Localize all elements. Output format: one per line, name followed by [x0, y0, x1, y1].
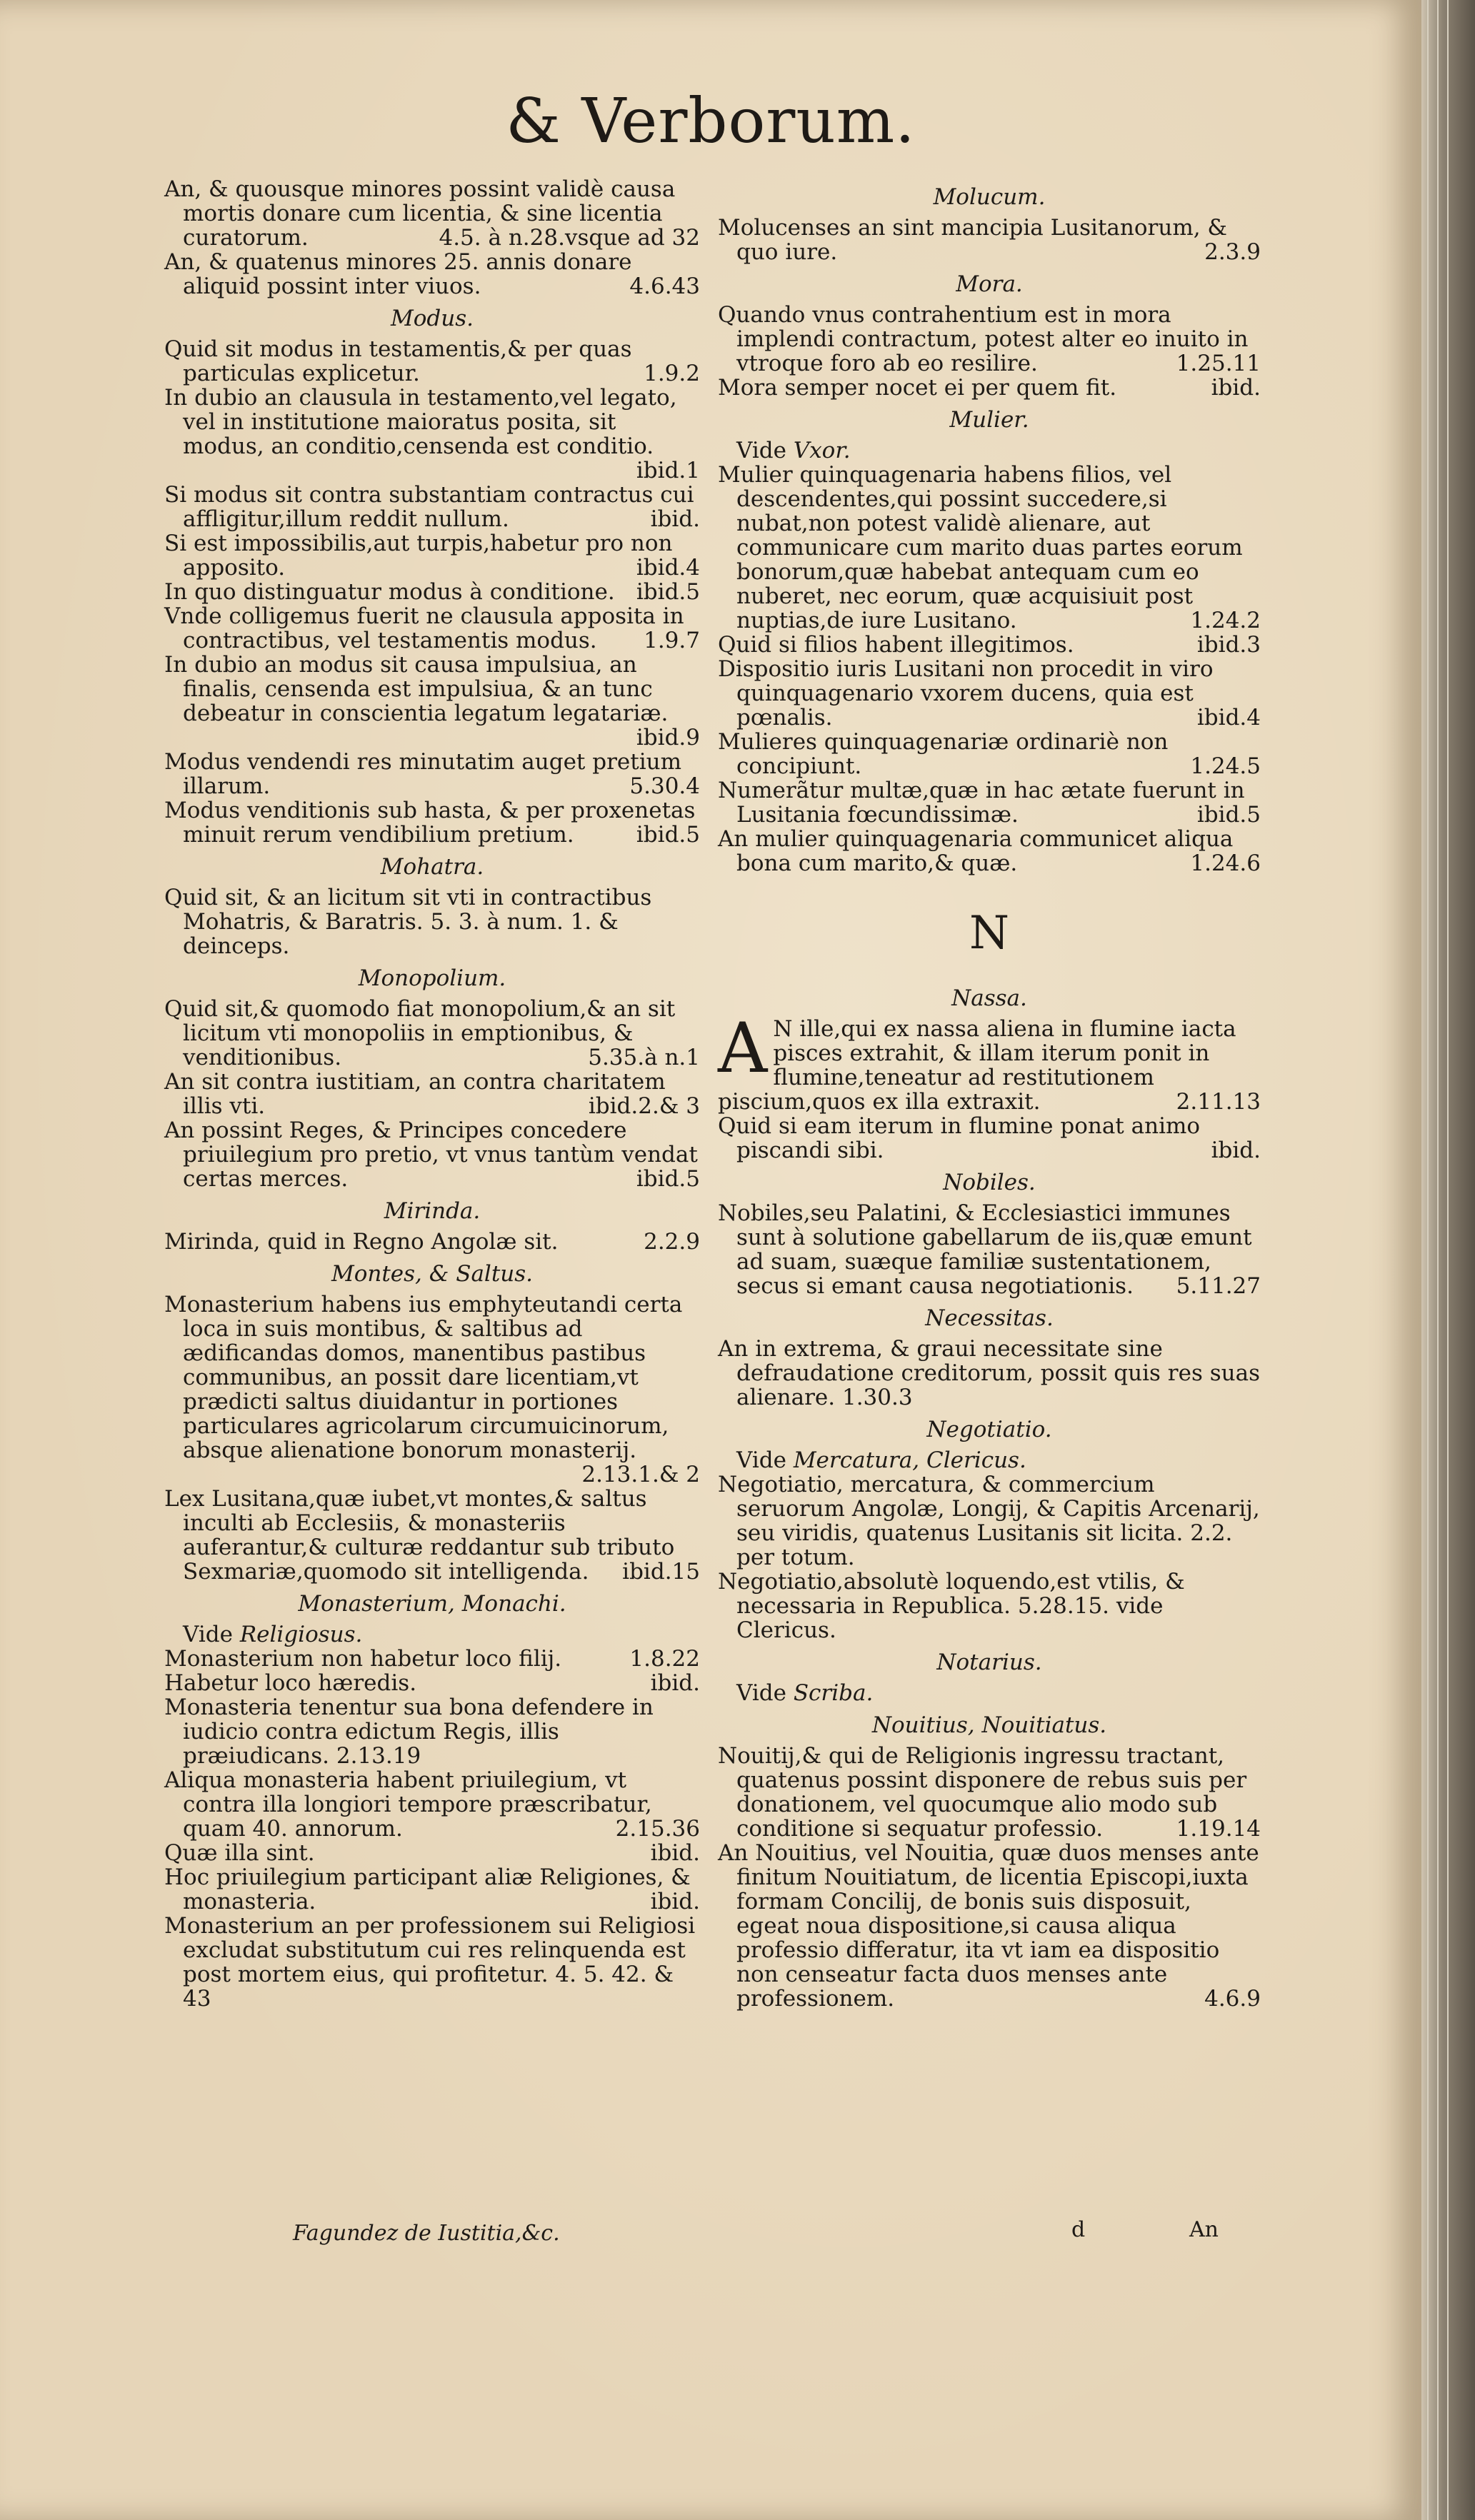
- cross-reference: [164, 1622, 700, 1647]
- entry-text: Hoc priuilegium participant aliæ Religiones, & monasteria.: [164, 1864, 691, 1914]
- entry-reference: 1.8.22: [629, 1646, 700, 1672]
- index-entry: [164, 997, 700, 1070]
- index-entry: [718, 1472, 1261, 1570]
- entry-text: An, & quousque minores possint validè causa mortis donare cum licentia, & sine licentia curatorum.: [164, 176, 676, 251]
- entry-reference: 5.30.4: [629, 773, 700, 799]
- section-heading: Nassa.: [951, 985, 1027, 1011]
- index-entry: [718, 376, 1261, 400]
- section-heading: Necessitas.: [925, 1305, 1054, 1331]
- entry-reference: 1.24.5: [1190, 753, 1261, 779]
- entry-reference: 4.6.43: [629, 273, 700, 299]
- index-entry: [718, 730, 1261, 778]
- entry-reference: 2.13.1.& 2: [581, 1462, 700, 1487]
- cross-reference-label: Vide: [736, 438, 794, 463]
- section-heading: Nobiles.: [943, 1170, 1036, 1195]
- cross-reference: [718, 1448, 1261, 1472]
- entry-text: Si modus sit contra substantiam contractus cui affligitur,illum reddit nullum.: [164, 482, 694, 532]
- entry-reference: 1.24.2: [1190, 608, 1261, 633]
- cross-reference: [718, 1681, 1261, 1705]
- signature-mark: d: [1071, 2217, 1086, 2242]
- entry-text: Monasteria tenentur sua bona defendere in iudicio contra edictum Regis, illis præiudicans. 2.13.19: [164, 1695, 654, 1769]
- cross-reference-label: Vide: [736, 1447, 794, 1473]
- index-entry: [718, 778, 1261, 827]
- index-entry: [164, 1647, 700, 1671]
- entry-reference: ibid.5: [636, 1166, 700, 1192]
- index-entry: [164, 483, 700, 531]
- entry-reference: 4.6.9: [1204, 1986, 1261, 2012]
- entry-reference: ibid.15: [622, 1559, 700, 1585]
- entry-text: An in extrema, & graui necessitate sine defraudatione creditorum, possit quis res suas alienare. 1.30.3: [718, 1336, 1260, 1410]
- index-entry: [164, 798, 700, 847]
- entry-text: An mulier quinquagenaria communicet aliqua bona cum marito,& quæ.: [718, 826, 1234, 876]
- cross-reference-target: Mercatura, Clericus.: [793, 1447, 1026, 1473]
- entry-reference: ibid.1: [636, 458, 700, 483]
- index-entry: [718, 1744, 1261, 1841]
- entry-reference: 2.2.9: [644, 1229, 700, 1255]
- entry-reference: ibid.3: [1196, 632, 1261, 658]
- entry-reference: ibid.: [650, 1889, 700, 1914]
- entry-text: Molucenses an sint mancipia Lusitanorum, & quo iure.: [718, 215, 1228, 265]
- index-entry: [164, 1118, 700, 1191]
- index-entry: [164, 1768, 700, 1841]
- index-entry: [164, 1695, 700, 1768]
- section-heading: Mohatra.: [380, 854, 484, 880]
- section-heading: Nouitius, Nouitiatus.: [871, 1712, 1107, 1738]
- entry-text: In dubio an clausula in testamento,vel legato, vel in institutione maioratus posita, sit modus, an conditio,censenda est conditio.: [164, 385, 677, 459]
- section-heading: Mulier.: [949, 407, 1029, 433]
- book-edge: [1421, 0, 1475, 2520]
- index-entry: [164, 580, 700, 604]
- entry-text: Quid si filios habent illegitimos.: [718, 632, 1074, 658]
- index-entry: [164, 337, 700, 386]
- entry-reference: 5.35.à n.1: [588, 1045, 700, 1070]
- index-entry: [164, 1914, 700, 2011]
- entry-reference: ibid.2.& 3: [588, 1093, 700, 1119]
- section-heading: Mora.: [956, 271, 1023, 297]
- entry-text: In dubio an modus sit causa impulsiua, an finalis, censenda est impulsiua, & an tunc debeatur in conscientia legatum legatariæ.: [164, 652, 669, 726]
- entry-text: Vnde colligemus fuerit ne clausula apposita in contractibus, vel testamentis modus.: [164, 603, 684, 653]
- entry-reference: 1.25.11: [1176, 351, 1261, 376]
- page-header: & Verborum.: [506, 86, 916, 157]
- index-entry: [164, 604, 700, 653]
- cross-reference-target: Scriba.: [793, 1680, 874, 1706]
- index-entry: [164, 1841, 700, 1865]
- cross-reference-label: Vide: [736, 1680, 794, 1706]
- entry-text: Mirinda, quid in Regno Angolæ sit.: [164, 1229, 559, 1255]
- index-entry: [164, 1292, 700, 1487]
- cross-reference-label: Vide: [183, 1622, 240, 1647]
- section-heading: Modus.: [391, 306, 474, 331]
- entry-reference: ibid.: [650, 506, 700, 532]
- entry-reference: 1.24.6: [1190, 850, 1261, 876]
- cross-reference-target: Religiosus.: [239, 1622, 363, 1647]
- entry-text: Si est impossibilis,aut turpis,habetur pro non apposito.: [164, 531, 673, 581]
- entry-text: Quid sit, & an licitum sit vti in contractibus Mohatris, & Baratris. 5. 3. à num. 1. & deinceps.: [164, 885, 652, 959]
- entry-reference: ibid.: [650, 1840, 700, 1866]
- entry-text: N ille,qui ex nassa aliena in flumine iacta pisces extrahit, & illam iterum ponit in flumine,teneatur ad restitutionem piscium,quos ex illa extraxit.: [718, 1016, 1236, 1115]
- entry-text: Nobiles,seu Palatini, & Ecclesiastici immunes sunt à solutione gabellarum de iis,quæ emunt ad suam, suæque familiæ sustentationem, secus si emant causa negotiationis.: [718, 1200, 1252, 1299]
- section-heading: Notarius.: [936, 1650, 1042, 1675]
- index-entry: [164, 1671, 700, 1695]
- entry-text: Mora semper nocet ei per quem fit.: [718, 375, 1117, 401]
- index-entry: [164, 1070, 700, 1118]
- entry-text: Monasterium an per professionem sui Religiosi excludat substitutum cui res relinquenda est post mortem eius, qui profitetur. 4. 5. 42. & 43: [164, 1913, 696, 2012]
- entry-text: Quid sit modus in testamentis,& per quas particulas explicetur.: [164, 336, 632, 386]
- right-column: [718, 177, 1261, 2011]
- index-entry: [718, 1008, 1261, 1115]
- entry-reference: 2.3.9: [1204, 239, 1261, 265]
- entry-text: Numerãtur multæ,quæ in hac ætate fuerunt in Lusitania fœcundissimæ.: [718, 778, 1245, 828]
- entry-text: Aliqua monasteria habent priuilegium, vt contra illa longiori tempore præscribatur, quam 40. annorum.: [164, 1767, 652, 1842]
- index-entry: [718, 303, 1261, 376]
- section-heading: Mirinda.: [384, 1198, 481, 1224]
- entry-text: Negotiatio, mercatura, & commercium seruorum Angolæ, Longij, & Capitis Arcenarij, seu viridis, quatenus Lusitanis sit licita. 2.2. per totum.: [718, 1472, 1260, 1570]
- cross-reference: [718, 438, 1261, 463]
- section-heading: Monasterium, Monachi.: [298, 1591, 566, 1617]
- entry-text: Habetur loco hæredis.: [164, 1670, 417, 1696]
- entry-text: Quando vnus contrahentium est in mora implendi contractum, potest alter eo inuito in vtroque foro ab eo resilire.: [718, 302, 1249, 376]
- entry-text: Monasterium habens ius emphyteutandi certa loca in suis montibus, & saltibus ad ædificandas domos, manentibus pastibus communibus, an possit dare licentiam,vt prædicti saltus diuidantur in portiones particulares agricolarum circumuicinorum, absque alienatione bonorum monasterij.: [164, 1292, 683, 1463]
- section-heading: Montes, & Saltus.: [331, 1261, 534, 1287]
- index-entry: [718, 1570, 1261, 1642]
- drop-cap-letter: A: [718, 1008, 768, 1088]
- section-heading: Monopolium.: [358, 965, 506, 991]
- index-entry: [164, 531, 700, 580]
- alphabet-letter-heading: N: [969, 907, 1009, 960]
- index-entry: [718, 1841, 1261, 2011]
- entry-reference: ibid.5: [636, 822, 700, 848]
- entry-reference: ibid.: [1211, 375, 1261, 401]
- entry-reference: ibid.: [650, 1670, 700, 1696]
- section-heading: Negotiatio.: [926, 1417, 1052, 1442]
- entry-reference: ibid.9: [636, 725, 700, 751]
- entry-reference: ibid.: [1211, 1138, 1261, 1163]
- entry-text: Modus vendendi res minutatim auget pretium illarum.: [164, 749, 681, 799]
- entry-reference: 1.9.2: [644, 361, 700, 386]
- index-entry: [164, 653, 700, 750]
- entry-reference: 5.11.27: [1176, 1273, 1261, 1299]
- entry-text: An Nouitius, vel Nouitia, quæ duos menses ante finitum Nouitiatum, de licentia Episcopi,iuxta formam Concilij, de bonis suis disposuit, egeat noua dispositione,si causa aliqua professio differatur, ita vt iam ea dispositio non censeatur facta duos menses ante professionem.: [718, 1840, 1259, 2012]
- entry-text: Mulier quinquagenaria habens filios, vel descendentes,qui possint succedere,si nubat,non potest validè alienare, aut communicare cum marito duas partes eorum bonorum,quæ habebat antequam cum eo nuberet, nec eorum, quæ acquisiuit post nuptias,de iure Lusitano.: [718, 462, 1243, 633]
- index-entry: [164, 750, 700, 798]
- entry-text: Monasterium non habetur loco filij.: [164, 1646, 562, 1672]
- entry-text: An, & quatenus minores 25. annis donare aliquid possint inter viuos.: [164, 249, 632, 299]
- entry-text: Lex Lusitana,quæ iubet,vt montes,& saltus inculti ab Ecclesiis, & monasteriis auferantur,& culturæ reddantur sub tributo Sexmariæ,quomodo sit intelligenda.: [164, 1486, 675, 1585]
- entry-text: In quo distinguatur modus à conditione.: [164, 579, 615, 605]
- entry-text: An sit contra iustitiam, an contra charitatem illis vti.: [164, 1069, 666, 1119]
- entry-reference: ibid.4: [1196, 705, 1261, 731]
- entry-text: Dispositio iuris Lusitani non procedit in viro quinquagenario vxorem ducens, quia est pœnalis.: [718, 656, 1214, 731]
- index-entry: [164, 177, 700, 250]
- index-entry: [718, 657, 1261, 730]
- index-entry: [718, 463, 1261, 633]
- entry-text: Quæ illa sint.: [164, 1840, 315, 1866]
- entry-text: Nouitij,& qui de Religionis ingressu tractant, quatenus possint disponere de rebus suis per donationem, vel quocumque alio modo sub conditione si sequatur professio.: [718, 1743, 1247, 1842]
- cross-reference-target: Vxor.: [793, 438, 851, 463]
- entry-text: Mulieres quinquagenariæ ordinariè non concipiunt.: [718, 729, 1169, 779]
- entry-text: Modus venditionis sub hasta, & per proxenetas minuit rerum vendibilium pretium.: [164, 798, 696, 848]
- entry-text: Negotiatio,absolutè loquendo,est vtilis, & necessaria in Republica. 5.28.15. vide Clericus.: [718, 1569, 1185, 1643]
- index-entry: [164, 885, 700, 958]
- index-entry: [164, 1230, 700, 1254]
- index-entry: [164, 386, 700, 483]
- index-entry: [164, 250, 700, 298]
- index-entry: [718, 827, 1261, 875]
- entry-reference: ibid.4: [636, 555, 700, 581]
- entry-reference: ibid.5: [636, 579, 700, 605]
- entry-reference: 1.19.14: [1176, 1816, 1261, 1842]
- index-entry: [164, 1865, 700, 1914]
- entry-reference: ibid.5: [1196, 802, 1261, 828]
- index-entry: [164, 1487, 700, 1584]
- index-entry: [718, 633, 1261, 657]
- entry-reference: 2.11.13: [1176, 1089, 1261, 1115]
- catchword: An: [1189, 2217, 1219, 2242]
- entry-reference: 2.15.36: [615, 1816, 700, 1842]
- running-footer: Fagundez de Iustitia,&c.: [293, 2221, 560, 2246]
- entry-text: Quid si eam iterum in flumine ponat animo piscandi sibi.: [718, 1113, 1201, 1163]
- entry-text: Quid sit,& quomodo fiat monopolium,& an sit licitum vti monopoliis in emptionibus, & venditionibus.: [164, 996, 676, 1070]
- index-entry: [718, 216, 1261, 264]
- entry-reference: 4.5. à n.28.vsque ad 32: [439, 225, 700, 251]
- entry-reference: 1.9.7: [644, 628, 700, 653]
- left-column: [164, 177, 700, 2011]
- index-entry: [718, 1114, 1261, 1163]
- index-entry: [718, 1337, 1261, 1410]
- entry-text: An possint Reges, & Principes concedere priuilegium pro pretio, vt vnus tantùm vendat certas merces.: [164, 1118, 698, 1192]
- section-heading: Molucum.: [933, 184, 1046, 210]
- index-entry: [718, 1201, 1261, 1298]
